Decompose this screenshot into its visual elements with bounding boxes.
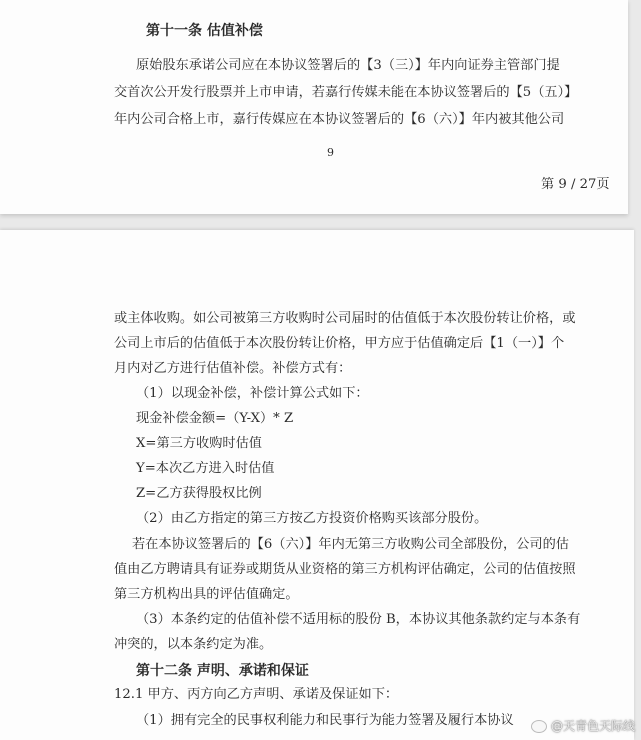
formula-line: X=第三方收购时估值: [136, 436, 262, 451]
paragraph-line: 值由乙方聘请具有证券或期货从业资格的第三方机构评估确定，公司的估值按照: [114, 562, 576, 577]
document-page-9: [0, 0, 628, 214]
paragraph-line: 月内对乙方进行估值补偿。补偿方式有：: [114, 361, 352, 376]
formula-line: 现金补偿金额=（Y-X）* Z: [136, 411, 294, 426]
section-heading: 第十一条 估值补偿: [146, 23, 263, 39]
document-page-10: [0, 230, 634, 740]
paragraph-line: （1）以现金补偿，补偿计算公式如下：: [136, 386, 369, 401]
weibo-icon: [531, 720, 547, 733]
watermark-text: @天青色天际线: [550, 719, 635, 733]
paragraph-line: （2）由乙方指定的第三方按乙方投资价格购买该部分股份。: [136, 511, 488, 526]
section-heading: 第十二条 声明、承诺和保证: [136, 663, 309, 679]
formula-line: Z=乙方获得股权比例: [136, 486, 262, 501]
paragraph-line: （3）本条约定的估值补偿不适用标的股份 B，本协议其他条款约定与本条有: [136, 612, 581, 627]
paragraph-line: 冲突的，以本条约定为准。: [114, 637, 273, 652]
clause-intro: 12.1 甲方、丙方向乙方声明、承诺及保证如下：: [114, 687, 399, 702]
watermark: [531, 717, 635, 734]
paragraph-line: 公司上市后的估值低于本次股份转让价格，甲方应于估值确定后【1（一）】个: [114, 336, 565, 351]
paragraph-line: 第三方机构出具的评估值确定。: [114, 587, 299, 602]
page-indicator: 第 9 / 27页: [541, 177, 610, 192]
clause-item: （1）拥有完全的民事权利能力和民事行为能力签署及履行本协议: [136, 713, 514, 728]
paragraph-line: 年内公司合格上市，嘉行传媒应在本协议签署后的【6（六）】年内被其他公司: [114, 112, 565, 127]
paragraph-line: 交首次公开发行股票并上市申请，若嘉行传媒未能在本协议签署后的【5（五）】: [114, 85, 578, 100]
paragraph-line: 若在本协议签署后的【6（六）】年内无第三方收购公司全部股份，公司的估: [132, 537, 569, 552]
paragraph-line: 原始股东承诺公司应在本协议签署后的【3（三）】年内向证券主管部门提: [136, 58, 560, 73]
formula-line: Y=本次乙方进入时估值: [136, 461, 275, 476]
page-number: 9: [327, 146, 334, 159]
paragraph-line: 或主体收购。如公司被第三方收购时公司届时的估值低于本次股份转让价格，或: [114, 311, 576, 326]
